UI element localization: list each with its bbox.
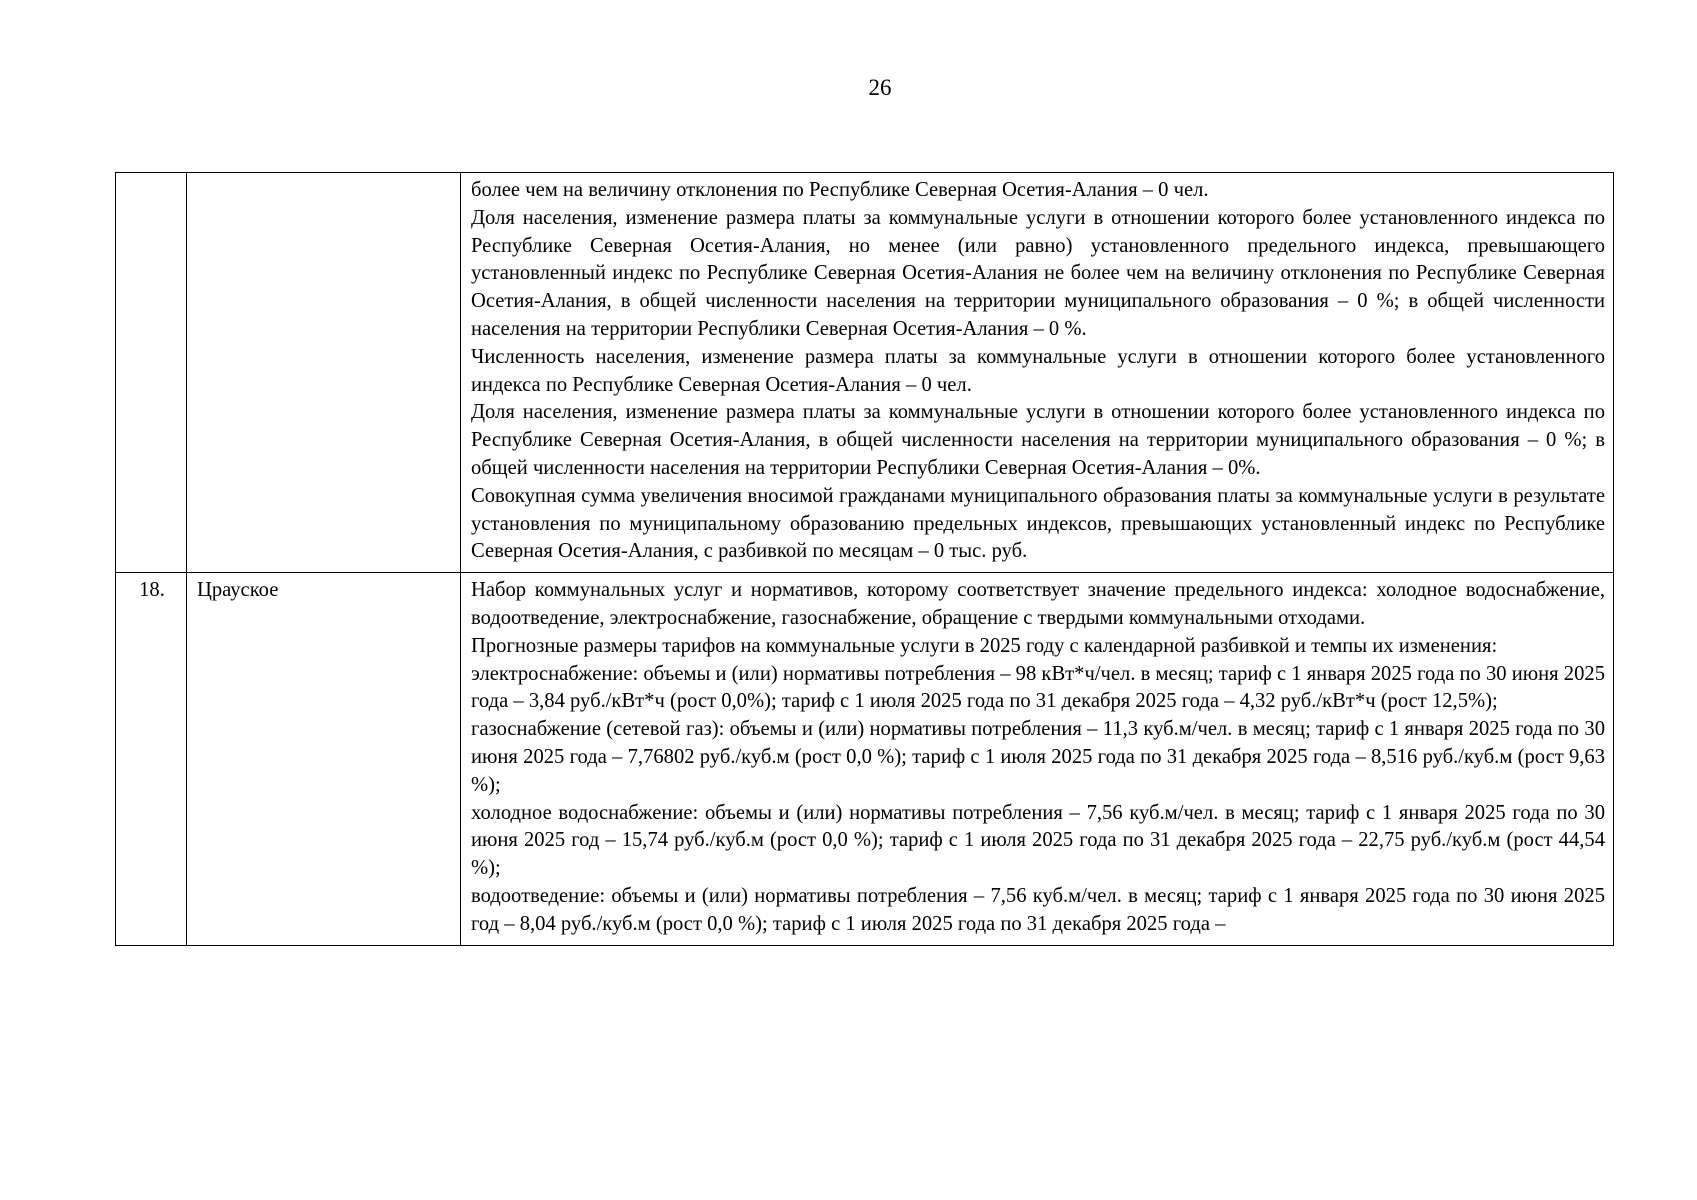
indices-table	[115, 172, 1614, 946]
description-paragraph: водоотведение: объемы и (или) нормативы потребления – 7,56 куб.м/чел. в месяц; тариф с 1 января 2025 года по 30 июня 2025 год – 8,04 руб./куб.м (рост 0,0 %); тариф с 1 июля 2025 года по 31 декабря 2025 года –	[471, 884, 1605, 935]
table-row	[116, 573, 1614, 945]
row-number-cell	[116, 173, 187, 573]
description-paragraph: газоснабжение (сетевой газ): объемы и (или) нормативы потребления – 11,3 куб.м/чел. в месяц; тариф с 1 января 2025 года по 30 июня 2025 года – 7,76802 руб./куб.м (рост 0,0 %); тариф с 1 июля 2025 года по 31 декабря 2025 года – 8,516 руб./куб.м (рост 9,63 %);	[471, 718, 1605, 796]
table-row	[116, 173, 1614, 573]
description-paragraph: Набор коммунальных услуг и нормативов, которому соответствует значение предельного индекса: холодное водоснабжение, водоотведение, электроснабжение, газоснабжение, обращение с твердыми коммунальными отходами.	[471, 579, 1605, 629]
description-paragraph: Доля населения, изменение размера платы за коммунальные услуги в отношении которого более установленного индекса по Республике Северная Осетия-Алания, но менее (или равно) установленного предельного индекса, превышающего установленный индекс по Республике Северная Осетия-Алания не более чем на величину отклонения по Республике Северная Осетия-Алания, в общей численности населения на территории муниципального образования – 0 %; в общей численности населения на территории Республики Северная Осетия-Алания – 0 %.	[471, 206, 1605, 340]
description-paragraph: Прогнозные размеры тарифов на коммунальные услуги в 2025 году с календарной разбивкой и темпы их изменения:	[471, 634, 1498, 657]
description-paragraph: холодное водоснабжение: объемы и (или) нормативы потребления – 7,56 куб.м/чел. в месяц; тариф с 1 января 2025 года по 30 июня 2025 год – 15,74 руб./куб.м (рост 0,0 %); тариф с 1 июля 2025 года по 31 декабря 2025 года – 22,75 руб./куб.м (рост 44,54 %);	[471, 801, 1605, 880]
description-paragraph: более чем на величину отклонения по Республике Северная Осетия-Алания – 0 чел.	[471, 179, 1209, 201]
municipality-name-cell: Црауское	[187, 573, 461, 945]
description-paragraph: Доля населения, изменение размера платы за коммунальные услуги в отношении которого более установленного индекса по Республике Северная Осетия-Алания, в общей численности населения на территории муниципального образования – 0 %; в общей численности населения на территории Республики Северная Осетия-Алания – 0%.	[471, 401, 1605, 479]
description-paragraph: Совокупная сумма увеличения вносимой гражданами муниципального образования платы за коммунальные услуги в результате установления по муниципальному образованию предельных индексов, превышающих установленный индекс по Республике Северная Осетия-Алания, с разбивкой по месяцам – 0 тыс. руб.	[471, 484, 1605, 563]
page-number: 26	[868, 75, 892, 100]
description-paragraph: Численность населения, изменение размера платы за коммунальные услуги в отношении которого более установленного индекса по Республике Северная Осетия-Алания – 0 чел.	[471, 345, 1605, 396]
description-paragraph: электроснабжение: объемы и (или) нормативы потребления – 98 кВт*ч/чел. в месяц; тариф с 1 января 2025 года по 30 июня 2025 года – 3,84 руб./кВт*ч (рост 0,0%); тариф с 1 июля 2025 года по 31 декабря 2025 года – 4,32 руб./кВт*ч (рост 12,5%);	[471, 662, 1605, 713]
row-number-cell: 18.	[116, 573, 187, 945]
description-cell	[461, 573, 1614, 945]
municipality-name-cell	[187, 173, 461, 573]
description-cell	[461, 173, 1614, 573]
